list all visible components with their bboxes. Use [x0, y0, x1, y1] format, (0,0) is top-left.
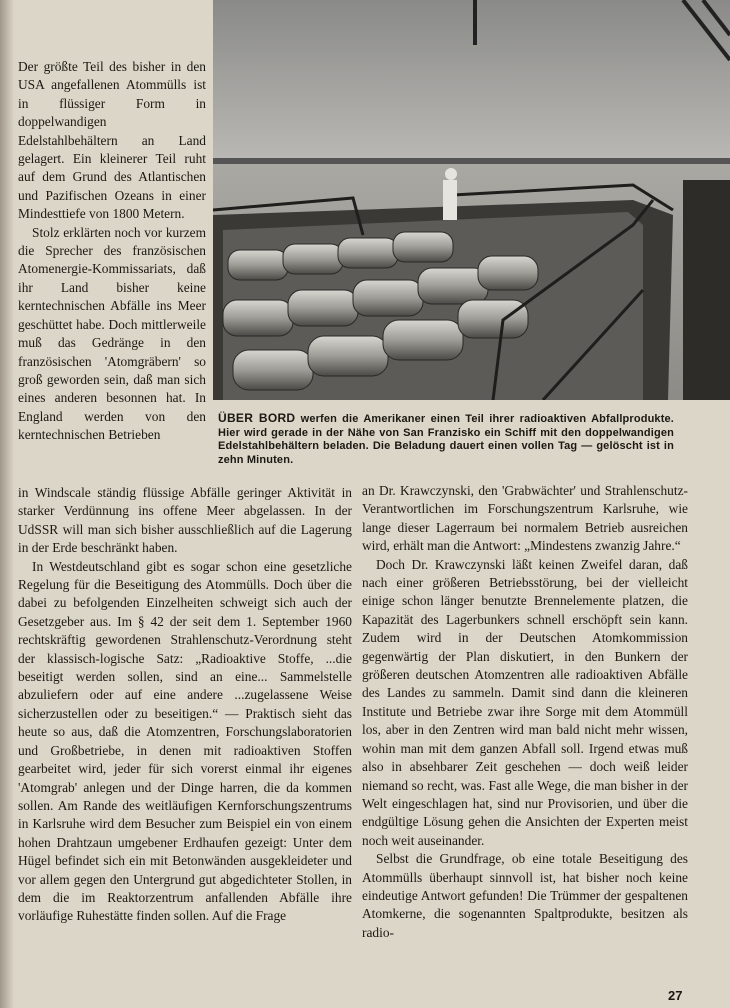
photo-caption [218, 412, 674, 467]
paragraph: Stolz erklärten noch vor kurzem die Sprecher des französischen Atomenergie-Kommissariats, daß ihr Land bisher keine kerntechnischen Abfälle ins Meer geschüttet habe. Doch mittlerweile muß das Gedränge in den französischen 'Atomgräbern' so groß geworden sein, daß man sich eines anderen besonnen hat. In England werden von den kerntechnischen Betrieben [18, 224, 206, 443]
paragraph: In Westdeutschland gibt es sogar schon eine gesetzliche Regelung für die Beseitigung des Atommülls. Doch über die dabei zu befolgenden Einzelheiten schweigt sich auch der Gesetzgeber aus. Im § 42 der seit dem 1. September 1960 rechtskräftig gewordenen Strahlenschutz-Verordnung steht der klassisch-logische Satz: „Radioaktive Stoffe, ...die beseitigt werden sollen, sind an eine... Sammelstelle abzuliefern oder auf eine andere ...zugelassene Weise sicherzustellen oder zu beseitigen.“ — Praktisch sieht das heute so aus, daß die Atomzentren, Forschungslaboratorien und Großbetriebe, in denen mit radioaktiven Stoffen gearbeitet wird, jeder für sich vorerst einmal ihr eigenes 'Atomgrab' anlegen und der Dinge harren, die da kommen sollen. Am Rande des weitläufigen Kernforschungszentrums in Karlsruhe wird dem Besucher zum Beispiel ein von einem hohen Drahtzaun umgebener Erdhaufen gezeigt: Unter dem Hügel befindet sich ein mit Betonwänden ausgekleideter und vor allem gegen den Untergrund gut abgedichteter Stollen, in dem die im Reaktorzentrum anfallenden Abfälle ihre vorläufige Ruhestätte finden sollen. Auf die Frage [18, 558, 352, 924]
paragraph: Doch Dr. Krawczynski läßt keinen Zweifel daran, daß nach einer größeren Betriebsstörung, bei der vielleicht einige schon länger benutzte Brennelemente platzen, die Kapazität des Lagerbunkers schnell erschöpft sein kann. Zudem wird in der Deutschen Atomkommission gegenwärtig der Plan diskutiert, in den Bunkern der größeren deutschen Atomzentren alle radioaktiven Abfälle des Landes zu sammeln. Damit sind dann die kleineren Institute und Betriebe zwar ihre Sorge mit dem Atommüll los, aber in den Zentren wird man bald nicht mehr wissen, wohin man mit dem ganzen Abfall soll. Irgend etwas muß also in absehbarer Zeit geschehen — doch weiß leider niemand so recht, was. Fast alle Wege, die man bisher in der Welt eingeschlagen hat, sind nur Provisorien, und über die endgültige Lösung gehen die Ansichten der Experten meist noch weit auseinander. [362, 556, 688, 848]
photo-ship-barrels-icon [213, 0, 730, 400]
paragraph: in Windscale ständig flüssige Abfälle geringer Aktivität in starker Verdünnung ins offene Meer abgelassen. In der UdSSR will man sich bisher ausschließlich auf die Lagerung in der Erde beschränkt haben. [18, 485, 352, 556]
page-number: 27 [668, 988, 683, 1003]
photo-ship-loading-barrels [213, 0, 730, 400]
paragraph: Der größte Teil des bisher in den USA angefallenen Atommülls ist in flüssiger Form in doppelwandigen Edelstahlbehältern an Land gelagert. Ein kleinerer Teil ruht auf dem Grund des Atlantischen und Pazifischen Ozeans in einer Mindesttiefe von 1800 Metern. [18, 59, 206, 222]
caption-text: werfen die Amerikaner einen Teil ihrer radioaktiven Abfallprodukte. Hier wird gerade in der Nähe von San Franzisko ein Schiff mit den doppelwandigen Edelstahlbehältern beladen. Die Beladung dauert einen vollen Tag — gelöscht ist in zehn Minuten. [218, 413, 674, 466]
paragraph: an Dr. Krawczynski, den 'Grabwächter' und Strahlenschutz-Verantwortlichen im Forschungszentrum Karlsruhe, wie lange dieser Lagerraum bei normalem Betrieb ausreichen wird, erhält man die Antwort: „Mindestens zwanzig Jahre.“ [362, 483, 688, 554]
paragraph: Selbst die Grundfrage, ob eine totale Beseitigung des Atommülls überhaupt sinnvoll ist, hat bisher noch keine eindeutige Antwort gefunden! Die Trümmer der gespaltenen Atomkerne, die sogenannten Spaltprodukte, besitzen als radio- [362, 851, 688, 940]
article-column-left-bottom [18, 484, 352, 926]
caption-lead: ÜBER BORD [218, 411, 296, 425]
page-edge-shadow [0, 0, 14, 1008]
article-column-left-top [18, 58, 206, 445]
article-column-right [362, 482, 688, 942]
